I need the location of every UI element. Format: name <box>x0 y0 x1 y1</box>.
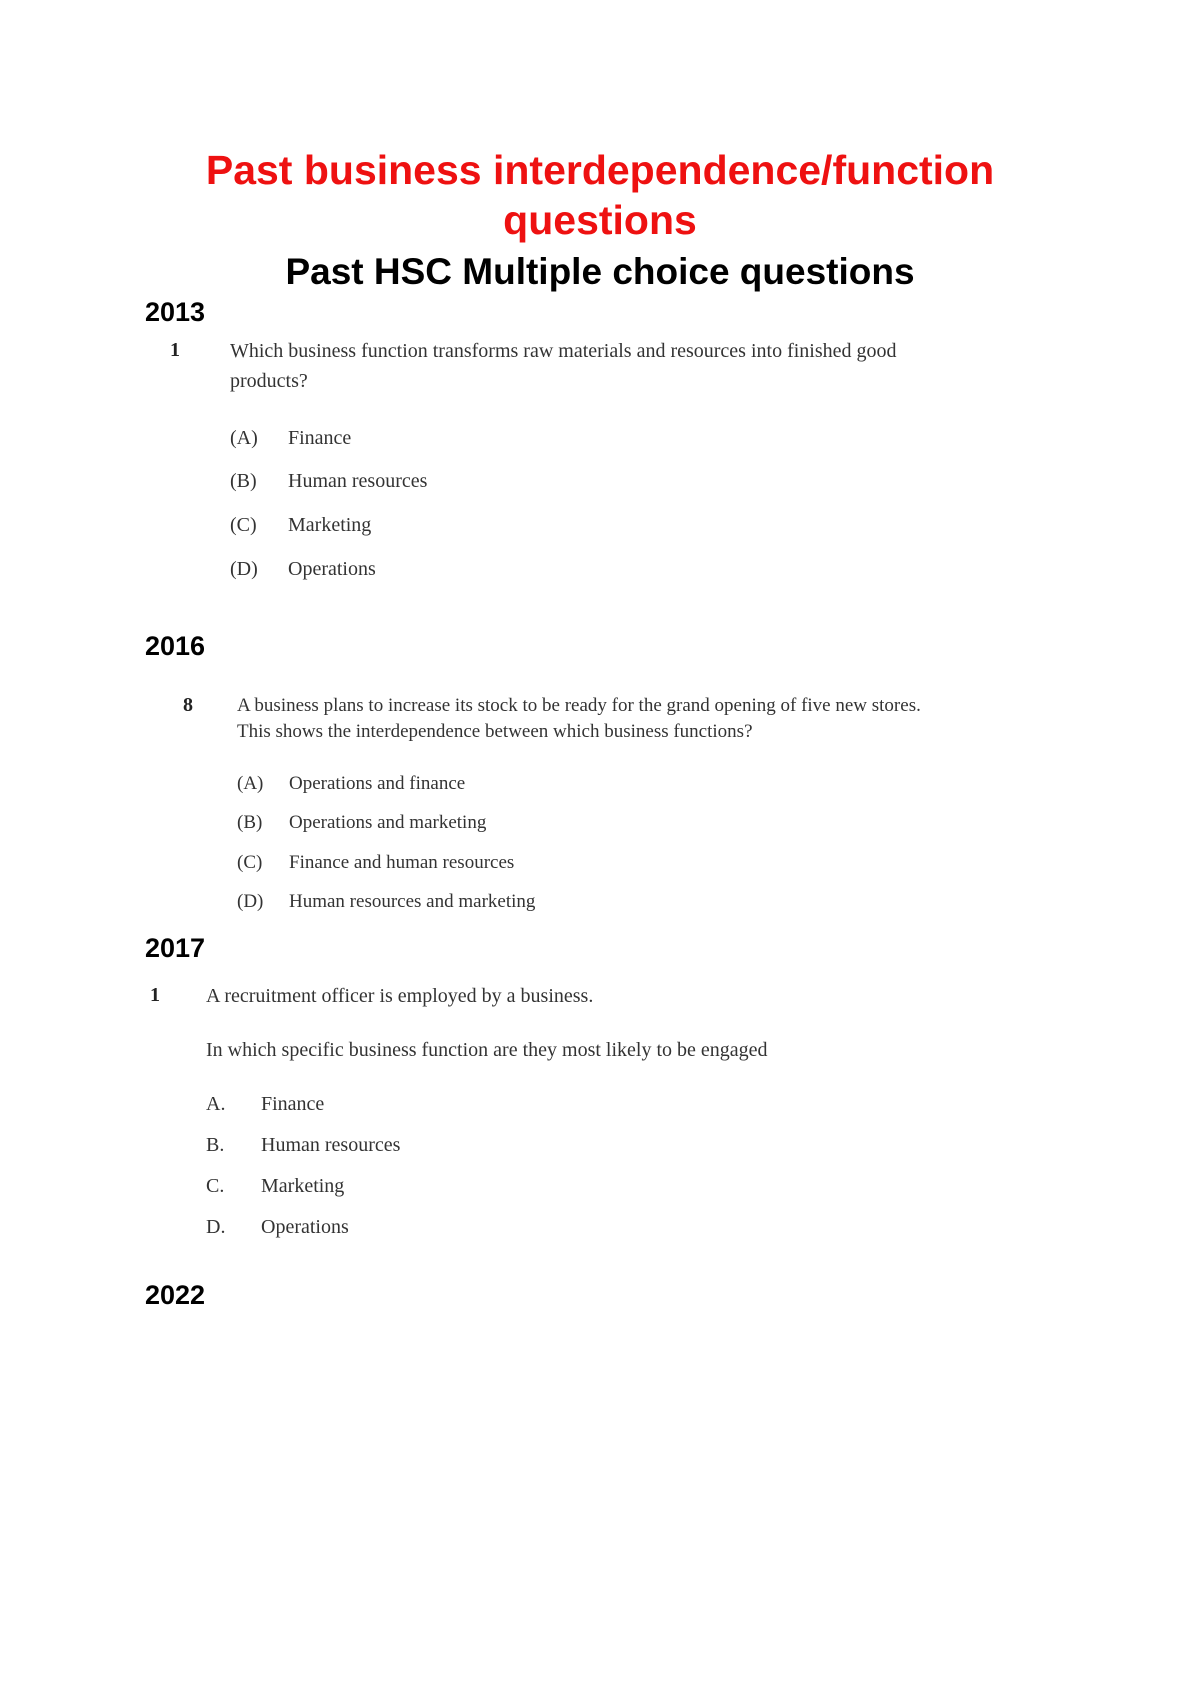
year-heading-2022: 2022 <box>145 1280 206 1310</box>
page-title-line-1: Past business interdependence/function <box>205 147 995 193</box>
page-subtitle: Past HSC Multiple choice questions <box>285 251 915 292</box>
question-number: 1 <box>170 339 180 361</box>
option-text: Finance <box>288 427 352 449</box>
option-a <box>206 1093 324 1116</box>
option-b <box>230 470 427 493</box>
option-text: Human resources <box>261 1134 401 1156</box>
option-label: D. <box>206 1216 226 1238</box>
option-b <box>237 812 486 834</box>
option-d <box>230 558 376 581</box>
question-stem-line-1: A business plans to increase its stock to be ready for the grand opening of five new stores. <box>237 695 921 716</box>
option-text: Marketing <box>261 1175 345 1197</box>
option-text: Finance <box>261 1093 325 1115</box>
question-stem-line-2: In which specific business function are they most likely to be engaged <box>206 1039 768 1061</box>
question-number: 1 <box>150 984 160 1006</box>
option-c <box>237 852 514 874</box>
option-text: Marketing <box>288 514 372 536</box>
year-heading-2013: 2013 <box>145 297 206 327</box>
option-label: (C) <box>237 852 263 873</box>
option-label: (B) <box>230 470 257 492</box>
option-label: (A) <box>230 427 258 449</box>
option-b <box>206 1134 400 1157</box>
page-title-line-2: questions <box>503 197 697 243</box>
option-label: (B) <box>237 812 263 833</box>
option-label: C. <box>206 1175 225 1197</box>
option-a <box>237 773 465 795</box>
option-label: (A) <box>237 773 264 794</box>
option-text: Operations and marketing <box>289 812 487 833</box>
option-label: (D) <box>230 558 258 580</box>
option-label: (D) <box>237 891 264 912</box>
question-stem-line-2: products? <box>230 370 308 392</box>
option-text: Operations <box>288 558 376 580</box>
option-d <box>206 1216 349 1239</box>
option-text: Operations <box>261 1216 349 1238</box>
option-label: A. <box>206 1093 226 1115</box>
option-label: B. <box>206 1134 225 1156</box>
question-stem-line-1: A recruitment officer is employed by a business. <box>206 985 594 1007</box>
option-c <box>230 514 371 537</box>
question-number: 8 <box>183 694 193 716</box>
option-text: Operations and finance <box>289 773 466 794</box>
year-heading-2017: 2017 <box>145 933 206 963</box>
option-a <box>230 427 351 450</box>
option-label: (C) <box>230 514 257 536</box>
option-text: Human resources and marketing <box>289 891 536 912</box>
question-stem-line-1: Which business function transforms raw materials and resources into finished good <box>230 340 897 362</box>
option-c <box>206 1175 344 1198</box>
option-d <box>237 891 535 913</box>
option-text: Human resources <box>288 470 428 492</box>
page-title <box>0 145 1200 245</box>
question-stem-line-2: This shows the interdependence between which business functions? <box>237 721 753 742</box>
option-text: Finance and human resources <box>289 852 515 873</box>
year-heading-2016: 2016 <box>145 631 206 661</box>
